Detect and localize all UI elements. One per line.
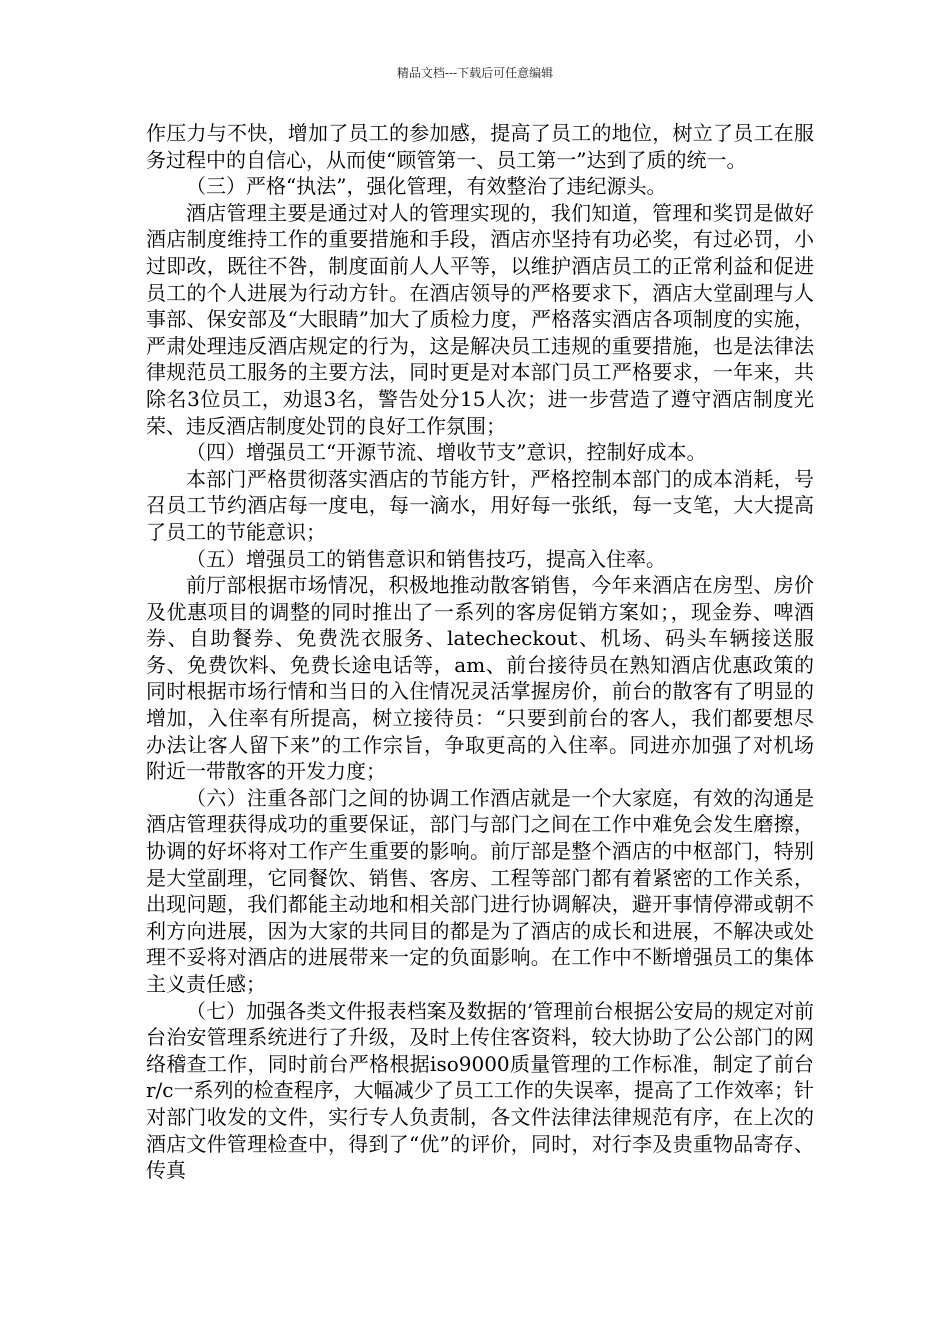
section-heading: （三）严格“执法”，强化管理，有效整治了违纪源头。 bbox=[186, 174, 667, 199]
document-body bbox=[146, 120, 814, 1184]
paragraph: （七）加强各类文件报表档案及数据的’管理前台根据公安局的规定对前台治安管理系统进行了升级，及时上传住客资料，较大协助了公公部门的网络稽查工作，同时前台严格根据iso9000质量管理的工作标准，制定了前台r/c一系列的检查程序，大幅减少了员工工作的失误率，提高了工作效率；针对部门收发的文件，实行专人负责制，各文件法律法律规范有序，在上次的酒店文件管理检查中，得到了“优”的评价，同时，对行李及贵重物品寄存、传真 bbox=[146, 998, 814, 1183]
section-heading: （四）增强员工“开源节流、增收节支”意识，控制好成本。 bbox=[186, 440, 707, 465]
paragraph: 作压力与不快，增加了员工的参加感，提高了员工的地位，树立了员工在服务过程中的自信心，从而使“顾管第一、员工第一”达到了质的统一。 bbox=[146, 121, 814, 172]
page-header: 精品文档---下载后可任意编辑 bbox=[396, 66, 554, 80]
paragraph: 前厅部根据市场情况，积极地推动散客销售，今年来酒店在房型、房价及优惠项目的调整的同时推出了一系列的客房促销方案如；，现金券、啤酒券、自助餐券、免费洗衣服务、latecheckout、机场、码头车辆接送服务、免费饮料、免费长途电话等，am、前台接待员在熟知酒店优惠政策的同时根据市场行情和当日的入住情况灵活掌握房价，前台的散客有了明显的增加，入住率有所提高，树立接待员：“只要到前台的客人，我们都要想尽办法让客人留下来”的工作宗旨，争取更高的入住率。同进亦加强了对机场附近一带散客的开发力度； bbox=[146, 573, 814, 784]
paragraph: 酒店管理主要是通过对人的管理实现的，我们知道，管理和奖罚是做好酒店制度维持工作的重要措施和手段，酒店亦坚持有功必奖，有过必罚，小过即改，既往不咎，制度面前人人平等，以维护酒店员工的正常利益和促进员工的个人进展为行动方针。在酒店领导的严格要求下，酒店大堂副理与人事部、保安部及“大眼睛”加大了质检力度，严格落实酒店各项制度的实施，严肃处理违反酒店规定的行为，这是解决员工违规的重要措施，也是法律法律规范员工服务的主要方法，同时更是对本部门员工严格要求，一年来，共除名3位员工，劝退3名，警告处分15人次；进一步营造了遵守酒店制度光荣、违反酒店制度处罚的良好工作氛围； bbox=[146, 200, 814, 438]
section-heading: （五）增强员工的销售意识和销售技巧，提高入住率。 bbox=[186, 546, 666, 571]
paragraph: 本部门严格贯彻落实酒店的节能方针，严格控制本部门的成本消耗，号召员工节约酒店每一度电，每一滴水，用好每一张纸，每一支笔，大大提高了员工的节能意识； bbox=[146, 466, 814, 544]
paragraph: （六）注重各部门之间的协调工作酒店就是一个大家庭，有效的沟通是酒店管理获得成功的重要保证，部门与部门之间在工作中难免会发生磨擦，协调的好坏将对工作产生重要的影响。前厅部是整个酒店的中枢部门，特别是大堂副理，它同餐饮、销售、客房、工程等部门都有着紧密的工作关系，出现问题，我们都能主动地和相关部门进行协调解决，避开事情停滞或朝不利方向进展，因为大家的共同目的都是为了酒店的成长和进展，不解决或处理不妥将对酒店的进展带来一定的负面影响。在工作中不断增强员工的集体主义责任感； bbox=[146, 785, 814, 996]
